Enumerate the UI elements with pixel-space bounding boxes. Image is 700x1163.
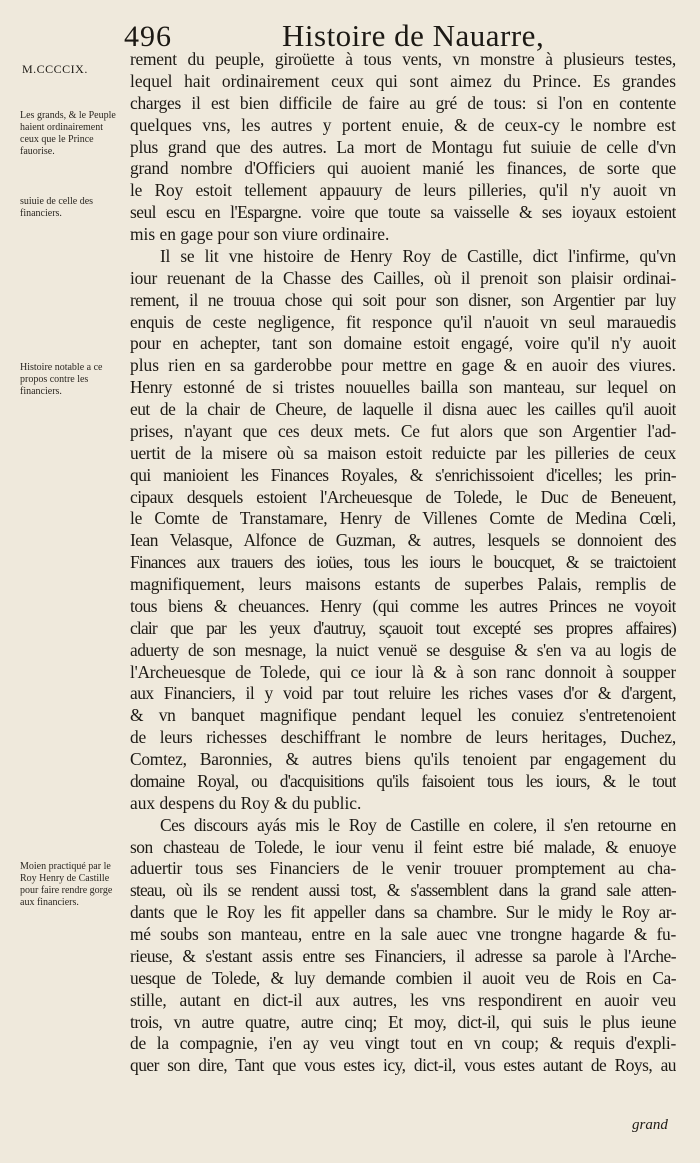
margin-note: Histoire notable a ce propos contre les financiers. xyxy=(20,362,103,397)
text-line: enquis de ceste negligence, fit responce qu'il n'auoit vn seul marauedis xyxy=(130,311,676,332)
text-line: l'Archeuesque de Tolede, qui ce iour là & à son ranc donnoit à soupper xyxy=(130,661,676,682)
text-line: uesque de Tolede, & luy demande combien il auoit veu de Rois en Ca- xyxy=(130,967,676,988)
text-line: qui manioient les Finances Royales, & s'enrichissoient d'icelles; les prin- xyxy=(130,464,676,485)
text-line: quer son dire, Tant que vous estes icy, dict-il, vous estes autant de Roys, au xyxy=(130,1055,676,1076)
text-line: magnifiquement, leurs maisons estants de superbes Palais, remplis de xyxy=(130,574,676,594)
text-line: aduerty de son mesnage, la nuict venuë se desguise & s'en va au logis de xyxy=(130,639,676,660)
text-line: plus grand que des autres. La mort de Montagu fut suiuie de celle d'vn xyxy=(130,136,676,157)
text-line: quelques vns, les autres y portent enuie, & de ceux-cy le nombre est xyxy=(130,114,676,135)
text-line: Iean Velasque, Alfonce de Guzman, & autres, lesquels se donnoient des xyxy=(130,530,676,551)
running-title: Histoire de Nauarre, xyxy=(282,18,545,53)
text-line: de la compagnie, i'en ay veu vingt tout en vn coup; & requis d'expli- xyxy=(130,1033,676,1054)
page-number: 496 xyxy=(124,20,172,53)
text-line: de leurs richesses deschiffrant le nombre de leurs heritages, Duchez, xyxy=(130,727,676,748)
catchword: grand xyxy=(632,1117,668,1133)
text-line: le Roy estoit tellement appauury de leurs pilleries, qu'il n'y auoit vn xyxy=(130,180,676,201)
text-line: rement, il ne trouua chose qui soit pour son disner, son Argentier par luy xyxy=(130,289,676,310)
text-line: Ces discours ayás mis le Roy de Castille en colere, il s'en retourne en xyxy=(160,814,676,835)
text-line: trois, vn autre quatre, autre cinq; Et moy, dict-il, qui suis le plus ieune xyxy=(130,1011,676,1032)
text-line: mis en gage pour son viure ordinaire. xyxy=(130,224,390,244)
text-line: clair que par les yeux d'autruy, sçauoit tout excepté ses propres affaires) xyxy=(130,617,676,638)
body-text xyxy=(130,49,676,1077)
text-line: stille, autant en dict-il aux autres, les vns respondirent en auoir veu xyxy=(130,989,676,1010)
text-line: eut de la chair de Cheure, de laquelle il disna auec les cailles qu'il auoit xyxy=(130,399,676,419)
text-line: domaine Royal, ou d'acquisitions qu'ils faisoient tous les iours, & le tout xyxy=(130,770,676,791)
text-line: le Comte de Transtamare, Henry de Villenes Comte de Medina Cœli, xyxy=(130,508,676,529)
text-line: Henry estonné de si tristes nouuelles bailla son manteau, sur lequel on xyxy=(130,377,676,398)
text-line: Finances aux trauers des ioües, tous les iours le boucquet, & se traictoient xyxy=(130,552,676,573)
text-line: son chasteau de Tolede, le iour venu il feint estre bié malade, & enuoye xyxy=(130,836,676,857)
text-line: grand nombre d'Officiers qui auoient manié les finances, de sorte que xyxy=(130,158,676,179)
margin-year: M.CCCCIX. xyxy=(22,62,88,76)
text-line: aux despens du Roy & du public. xyxy=(130,792,362,813)
text-line: & vn banquet magnifique pendant lequel les conuiez s'entretenoient xyxy=(130,705,676,726)
text-line: rement du peuple, giroüette à tous vents, vn monstre à plusieurs testes, xyxy=(130,49,676,69)
text-line: prises, n'ayant que ces deux mets. Ce fut alors que son Argentier l'ad- xyxy=(130,420,676,441)
text-line: iour reuenant de la Chasse des Cailles, où il prenoit son plaisir ordinai- xyxy=(130,267,676,288)
margin-note: Moien practiqué par le Roy Henry de Castille pour faire rendre gorge aux financiers. xyxy=(20,861,113,908)
text-line: steau, où ils se rendent aussi tost, & s'assemblent dans la grand sale atten- xyxy=(130,880,676,901)
page-header xyxy=(0,14,700,54)
text-line: rieuse, & s'estant assis entre ses Financiers, il adresse sa parole à l'Arche- xyxy=(130,945,676,966)
text-line: mé soubs son manteau, entre en la sale auec vne trongne hagarde & fu- xyxy=(130,924,676,944)
text-line: aduertir tous ses Financiers de le venir trouuer promptement au cha- xyxy=(130,858,676,879)
text-line: pour en achepter, tant son domaine estoit engagé, voire qu'il n'y auoit xyxy=(130,333,676,354)
text-line: uertit de la misere où sa maison estoit reduicte par les pilleries de ceux xyxy=(130,442,676,463)
margin-note: Les grands, & le Peuple haient ordinairement ceux que le Prince fauorise. xyxy=(20,110,116,157)
text-line: Il se lit vne histoire de Henry Roy de Castille, dict l'infirme, qu'vn xyxy=(160,245,676,266)
text-line: lequel hait ordinairement ceux qui sont aimez du Prince. Es grandes xyxy=(130,70,676,91)
text-line: plus rien en sa garderobbe pour mettre en gage & en auoir des viures. xyxy=(130,355,676,376)
text-line: charges il est bien difficile de faire au gré de tous: si l'on en contente xyxy=(130,92,676,113)
text-line: seul escu en l'Espargne. voire que toute sa vaisselle & ses ioyaux estoient xyxy=(130,202,676,223)
text-line: tous biens & cheuances. Henry (qui comme les autres Princes ne voyoit xyxy=(130,595,676,616)
text-line: aux Financiers, il y void par tout reluire les riches vases d'or & d'argent, xyxy=(130,683,676,704)
text-line: dants que le Roy les fit appeller dans sa chambre. Sur le midy le Roy ar- xyxy=(130,902,676,923)
text-line: cipaux desquels estoient l'Archeuesque de Tolede, le Duc de Beneuent, xyxy=(130,486,676,507)
text-line: Comtez, Baronnies, & autres biens qu'ils tenoient par engagement du xyxy=(130,749,676,769)
margin-note: suiuie de celle des financiers. xyxy=(20,196,94,219)
